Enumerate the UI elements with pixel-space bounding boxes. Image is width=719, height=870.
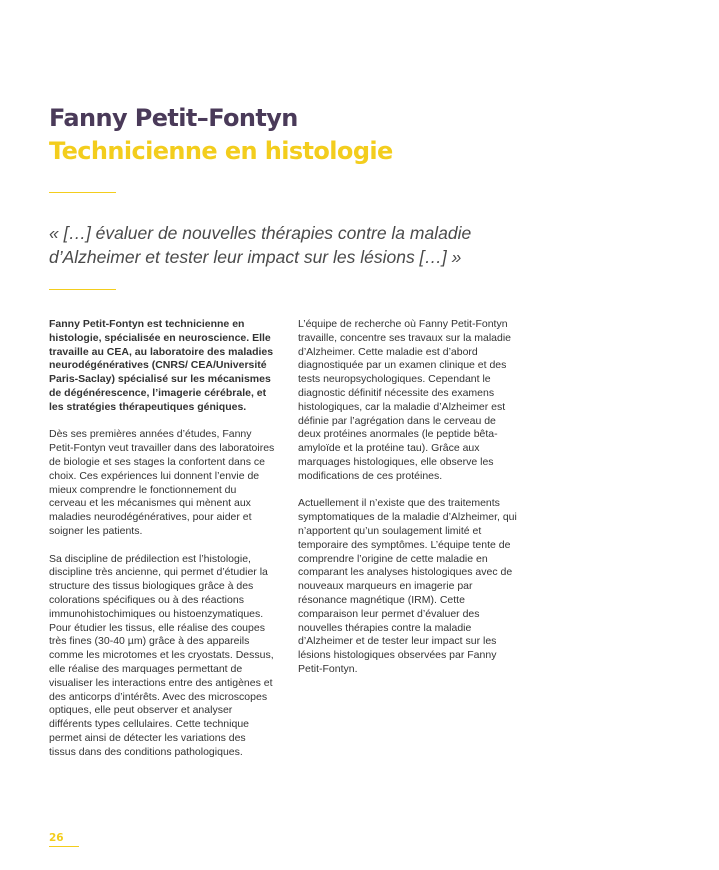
right-column <box>298 318 518 691</box>
job-title: Technicienne en histologie <box>49 137 393 165</box>
intro-paragraph: Fanny Petit-Fontyn est technicienne en histologie, spécialisée en neuroscience. Elle travaille au CEA, au laboratoire des maladies neurodégénératives (CNRS/ CEA/Université Paris-Saclay) spécialisé sur les mécanismes de dégénérescence, l’imagerie cérébrale, et les stratégies thérapeutiques géniques. <box>49 318 274 413</box>
body-paragraph: Sa discipline de prédilection est l’histologie, discipline très ancienne, qui permet d’étudier la structure des tissus biologiques grâce à des colorations spécifiques ou à des réactions immunohistochimiques ou histoenzymatiques. Pour étudier les tissus, elle réalise des coupes très fines (30-40 µm) grâce à des appareils comme les microtomes et les cryostats. Dessus, elle réalise des marquages permettant de visualiser les interactions entre des antigènes et des anticorps d’intérêts. Avec des microscopes optiques, elle peut observer et analyser différents types cellulaires. Cette technique permet ainsi de détecter les variations des tissus dans des conditions pathologiques. <box>49 552 274 758</box>
accent-divider-top <box>49 192 116 193</box>
body-paragraph: L’équipe de recherche où Fanny Petit-Fontyn travaille, concentre ses travaux sur la maladie d’Alzheimer. Cette maladie est d’abord diagnostiquée par un examen clinique et des tests neuropsychologiques. Cependant le diagnostic définitif nécessite des examens histologiques, car la maladie d’Alzheimer est définie par l’agrégation dans le cerveau de deux protéines anormales (le peptide bêta-amyloïde et la protéine tau). Grâce aux marquages histologiques, elle observe les modifications de ces protéines. <box>298 318 512 482</box>
left-column <box>49 318 275 773</box>
body-paragraph: Dès ses premières années d’études, Fanny Petit-Fontyn veut travailler dans des laboratoires de biologie et ses stages la confortent dans ce choix. Ces expériences lui donnent l’envie de mieux comprendre le fonctionnement du cerveau et les mécanismes qui mènent aux maladies neurodégénératives, pour aider et soigner les patients. <box>49 428 275 537</box>
pull-quote: « […] évaluer de nouvelles thérapies contre la maladie d’Alzheimer et tester leur impact sur les lésions […] » <box>49 223 472 267</box>
page-number-underline <box>49 846 79 847</box>
page-number: 26 <box>49 832 64 844</box>
body-paragraph: Actuellement il n’existe que des traitements symptomatiques de la maladie d’Alzheimer, qui n’apportent qu’un soulagement limité et temporaire des symptômes. L’équipe tente de comprendre l’origine de cette maladie en comparant les analyses histologiques avec de nouveaux marqueurs en imagerie par résonance magnétique (IRM). Cette comparaison leur permet d’évaluer des nouvelles thérapies contre la maladie d’Alzheimer et de tester leur impact sur les lésions histologiques observées par Fanny Petit-Fontyn. <box>298 497 517 675</box>
accent-divider-bottom <box>49 289 116 290</box>
person-name: Fanny Petit–Fontyn <box>49 104 298 132</box>
